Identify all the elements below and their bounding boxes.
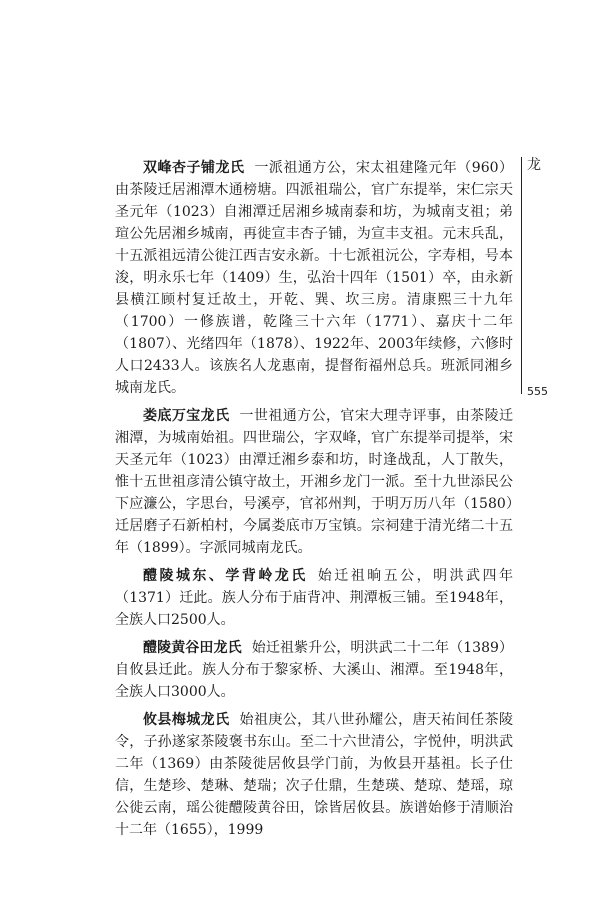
clan-entry-title: 娄底万宝龙氏 (143, 408, 230, 424)
clan-entry-title: 醴陵城东、学背岭龙氏 (143, 568, 308, 584)
clan-entry-title: 双峰杏子铺龙氏 (143, 160, 245, 176)
clan-entry-shuangfeng (115, 157, 513, 399)
clan-entry-title: 攸县梅城龙氏 (143, 712, 230, 728)
clan-entry-body: 一世祖通方公，官宋大理寺评事，由茶陵迁湘潭，为城南始祖。四世瑞公，字双峰，官广东提举司提举，宋天圣元年（1023）由潭迁湘乡泰和坊，时逢战乱，人丁散失，惟十五世祖彦清公镇守故土，开湘乡龙门一派。至十九世添民公下应濂公，字思台，号溪亭，官祁州判，于明万历八年（1580）迁居磨子石新柏村，今属娄底市万宝镇。宗祠建于清光绪二十五年（1899）。字派同城南龙氏。 (115, 408, 513, 556)
clan-entry-youxian (115, 709, 513, 841)
page-number: 555 (527, 385, 548, 398)
main-text-column (115, 157, 513, 847)
margin-rule (521, 157, 522, 394)
clan-entry-loudi (115, 405, 513, 559)
clan-entry-body: 始迁祖紫升公，明洪武二十二年（1389）自攸县迁此。族人分布于黎家桥、大溪山、湘潭。至1948年，全族人口3000人。 (115, 640, 513, 700)
clan-entry-body: 始祖庚公，其八世孙耀公，唐天祐间任茶陵令，子孙遂家茶陵褒书东山。至二十六世清公，字悦仲，明洪武二年（1369）由茶陵徙居攸县学门前，为攸县开基祖。长子仕信，生楚珍、楚琳、楚瑞；次子仕鼎，生楚瑛、楚琼、楚瑶，琼公徙云南，瑶公徙醴陵黄谷田，馀皆居攸县。族谱始修于清顺治十二年（1655），1999 (115, 712, 513, 838)
clan-entry-liling-huanggutian (115, 637, 513, 703)
clan-entry-title: 醴陵黄谷田龙氏 (143, 640, 242, 656)
clan-entry-liling-east (115, 565, 513, 631)
clan-entry-body: 始迁祖晌五公，明洪武四年（1371）迁此。族人分布于庙背冲、荆潭板三铺。至1948年，全族人口2500人。 (115, 568, 514, 628)
section-label: 龙 (527, 157, 541, 173)
clan-entry-body: 一派祖通方公，宋太祖建隆元年（960）由茶陵迁居湘潭木通榜塘。四派祖瑞公，官广东提举，宋仁宗天圣元年（1023）自湘潭迁居湘乡城南泰和坊，为城南支祖；弟瑄公先居湘乡城南，再徙宣丰杏子铺，为宣丰支祖。元末兵乱，十五派祖远清公徙江西吉安永新。十七派祖沅公，字寿相，号本浚，明永乐七年（1409）生，弘治十四年（1501）卒，由永新县横江顾村复迁故土，开乾、巽、坎三房。清康熙三十九年（1700）一修族谱，乾隆三十六年（1771）、嘉庆十二年（1807）、光绪四年（1878）、1922年、2003年续修，六修时人口2433人。该族名人龙惠南，提督衔福州总兵。班派同湘乡城南龙氏。 (115, 160, 513, 396)
